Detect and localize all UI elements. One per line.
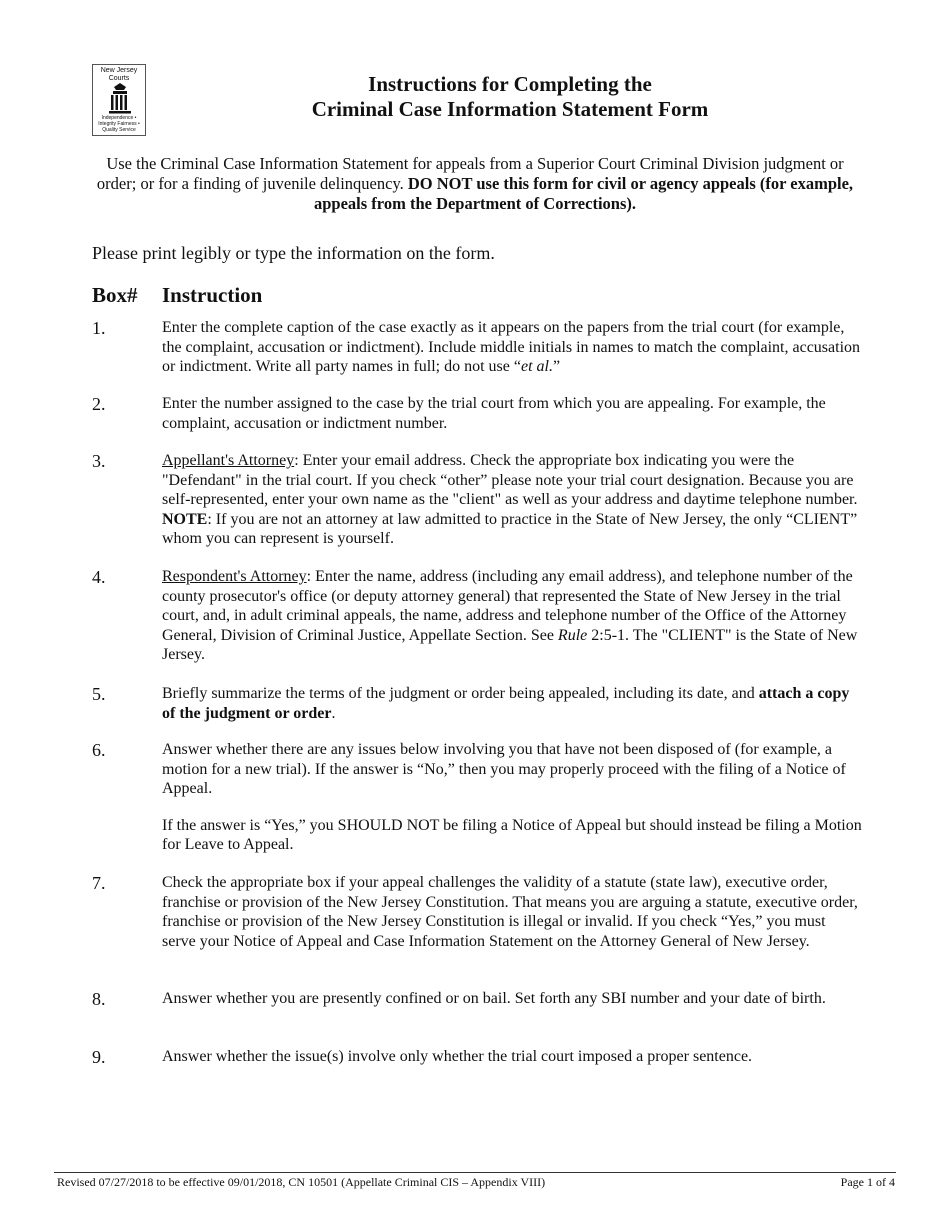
footer-divider	[54, 1172, 896, 1173]
page-number: Page 1 of 4	[840, 1175, 895, 1189]
box-number-header: Box#	[92, 283, 138, 307]
bold-text: attach a copy of the judgment or order	[162, 685, 850, 722]
box-number: 2.	[92, 394, 106, 414]
logo-bottom-text: Independence • Integrity Fairness • Quality Service	[98, 115, 140, 133]
text-part: : Enter the name, address (including any email address), and telephone number of the county prosecutor's office (or deputy attorney general) that represented the State of New Jersey in the trial court, and, in adult criminal appeals, the name, address and telephone number of the Office of the Attorney General, Division of Criminal Justice, Appellate Section. See	[162, 568, 853, 644]
instruction-text: Check the appropriate box if your appeal challenges the validity of a statute (state law), executive order, franchise or provision of the New Jersey Constitution. That means you are arguing a statute, executive order, franchise or provision of the New Jersey Constitution is illegal or invalid. If you check “Yes,” you must serve your Notice of Appeal and Case Information Statement on the Attorney General of New Jersey.	[162, 874, 858, 950]
bold-note: NOTE	[162, 510, 208, 528]
text-part: : Enter your email address. Check the appropriate box indicating you were the "Defendant" in the trial court. If you check “other” please note your trial court designation. Because you are self-represented, enter your own name as the "client" as well as your address and daytime telephone number.	[162, 452, 858, 509]
document-title	[200, 72, 820, 122]
instruction-text: Enter the number assigned to the case by the trial court from which you are appealing. For example, the complaint, accusation or indictment number.	[162, 395, 826, 432]
title-line-1: Instructions for Completing the	[368, 72, 652, 96]
paragraph: If the answer is “Yes,” you SHOULD NOT be filing a Notice of Appeal but should instead be filing a Motion for Leave to Appeal.	[162, 816, 862, 854]
box-number: 6.	[92, 740, 106, 760]
footer-revision: Revised 07/27/2018 to be effective 09/01/2018, CN 10501 (Appellate Criminal CIS – Appendix VIII)	[57, 1175, 546, 1189]
text-part: 2:5-1. The "CLIENT" is the State of New Jersey.	[162, 626, 858, 664]
courthouse-seal-icon	[106, 81, 134, 115]
instruction-text: Answer whether the issue(s) involve only whether the trial court imposed a proper sentence.	[162, 1048, 753, 1065]
box-number: 1.	[92, 318, 106, 338]
title-line-2: Criminal Case Information Statement Form	[311, 97, 709, 121]
text-part: Enter the complete caption of the case exactly as it appears on the papers from the trial court (for example, the complaint, accusation or indictment). Include middle initials in names to match the complaint, accusation or indictment. Write all party names in full; do not use “	[162, 319, 861, 376]
italic-text: Rule	[557, 626, 588, 644]
instruction-text	[162, 684, 862, 723]
text-part: : If you are not an attorney at law admitted to practice in the State of New Jersey, the only “CLIENT” whom you can represent is yourself.	[162, 510, 858, 548]
text-part: .	[331, 704, 336, 722]
intro-plain: Use the Criminal Case Information Statement for appeals from a Superior Court Criminal Division judgment or order; or for a finding of juvenile delinquency.	[96, 154, 844, 193]
instruction-text: Answer whether you are presently confined or on bail. Set forth any SBI number and your date of birth.	[162, 990, 826, 1007]
paragraph: Answer whether there are any issues below involving you that have not been disposed of (for example, a motion for a new trial). If the answer is “No,” then you may properly proceed with the filing of a Notice of Appeal.	[162, 741, 846, 798]
box-number: 5.	[92, 684, 106, 704]
box-number: 9.	[92, 1047, 106, 1067]
box-number: 4.	[92, 567, 106, 587]
instruction-header: Instruction	[162, 283, 263, 307]
logo-top-text: New Jersey Courts	[100, 67, 138, 82]
instruction-text	[162, 451, 862, 549]
underlined-heading: Appellant's Attorney	[162, 452, 295, 469]
nj-courts-logo	[92, 64, 146, 136]
text-part: ”	[552, 358, 561, 376]
please-print-note: Please print legibly or type the information on the form.	[92, 243, 495, 263]
box-number: 7.	[92, 873, 106, 893]
instruction-text	[162, 740, 862, 855]
italic-text: et al.	[520, 358, 553, 376]
box-number: 3.	[92, 451, 106, 471]
box-number: 8.	[92, 989, 106, 1009]
intro-paragraph	[92, 154, 858, 214]
underlined-heading: Respondent's Attorney	[162, 568, 307, 585]
intro-bold-warning: DO NOT use this form for civil or agency appeals (for example, appeals from the Department of Corrections).	[314, 174, 854, 213]
text-part: Briefly summarize the terms of the judgment or order being appealed, including its date, and	[162, 685, 759, 702]
instruction-text	[162, 567, 862, 665]
instruction-text	[162, 318, 862, 377]
